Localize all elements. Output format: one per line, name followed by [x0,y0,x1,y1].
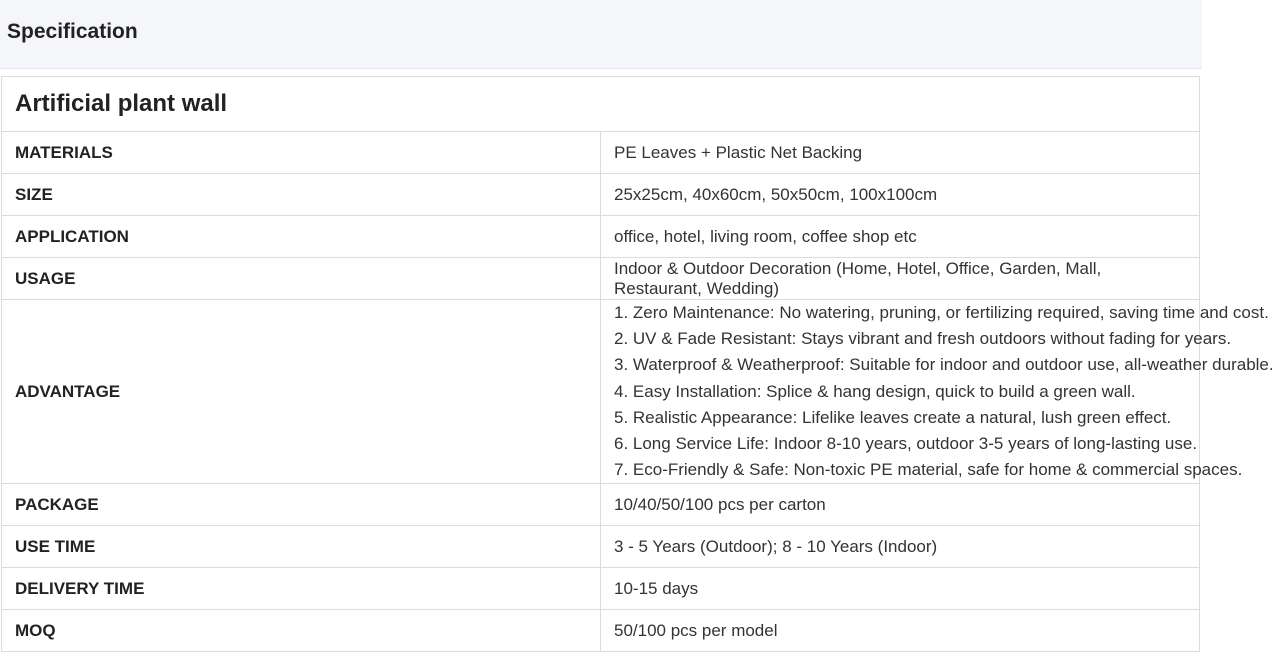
table-row [2,300,1200,484]
spec-value: office, hotel, living room, coffee shop etc [601,216,1200,258]
table-row [2,568,1200,610]
table-row [2,610,1200,652]
table-caption: Artificial plant wall [2,77,1200,132]
spec-key: APPLICATION [2,216,601,258]
spec-value: Indoor & Outdoor Decoration (Home, Hotel, Office, Garden, Mall, Restaurant, Wedding) [601,258,1200,300]
spec-key: DELIVERY TIME [2,568,601,610]
spec-key: MOQ [2,610,601,652]
spec-key: USE TIME [2,526,601,568]
spec-value: 10-15 days [601,568,1200,610]
spec-key: USAGE [2,258,601,300]
specification-table [1,76,1274,652]
table-row [2,484,1200,526]
spec-key: MATERIALS [2,132,601,174]
spec-value-list [601,300,1274,484]
spec-value: 10/40/50/100 pcs per carton [601,484,1200,526]
advantage-item: 5. Realistic Appearance: Lifelike leaves create a natural, lush green effect. [614,407,1172,427]
advantage-item: 4. Easy Installation: Splice & hang design, quick to build a green wall. [614,381,1136,401]
advantage-item: 2. UV & Fade Resistant: Stays vibrant and fresh outdoors without fading for years. [614,329,1232,349]
advantage-item: 3. Waterproof & Weatherproof: Suitable for indoor and outdoor use, all-weather durable. [614,355,1274,375]
spec-key: SIZE [2,174,601,216]
spec-value: 50/100 pcs per model [601,610,1200,652]
table-row [2,216,1200,258]
spec-value: 3 - 5 Years (Outdoor); 8 - 10 Years (Indoor) [601,526,1200,568]
table-row [2,258,1200,300]
table-caption-row [2,77,1200,132]
section-title: Specification [7,20,138,43]
table-row [2,132,1200,174]
table-row [2,174,1200,216]
advantage-item: 6. Long Service Life: Indoor 8-10 years, outdoor 3-5 years of long-lasting use. [614,434,1198,454]
spec-value: 25x25cm, 40x60cm, 50x50cm, 100x100cm [601,174,1200,216]
advantage-item: 1. Zero Maintenance: No watering, pruning, or fertilizing required, saving time and cost. [614,303,1269,322]
spec-key: PACKAGE [2,484,601,526]
table-row [2,526,1200,568]
spec-key: ADVANTAGE [2,300,601,484]
advantage-item: 7. Eco-Friendly & Safe: Non-toxic PE material, safe for home & commercial spaces. [614,460,1243,480]
spec-value: PE Leaves + Plastic Net Backing [601,132,1200,174]
section-header [0,0,1202,69]
